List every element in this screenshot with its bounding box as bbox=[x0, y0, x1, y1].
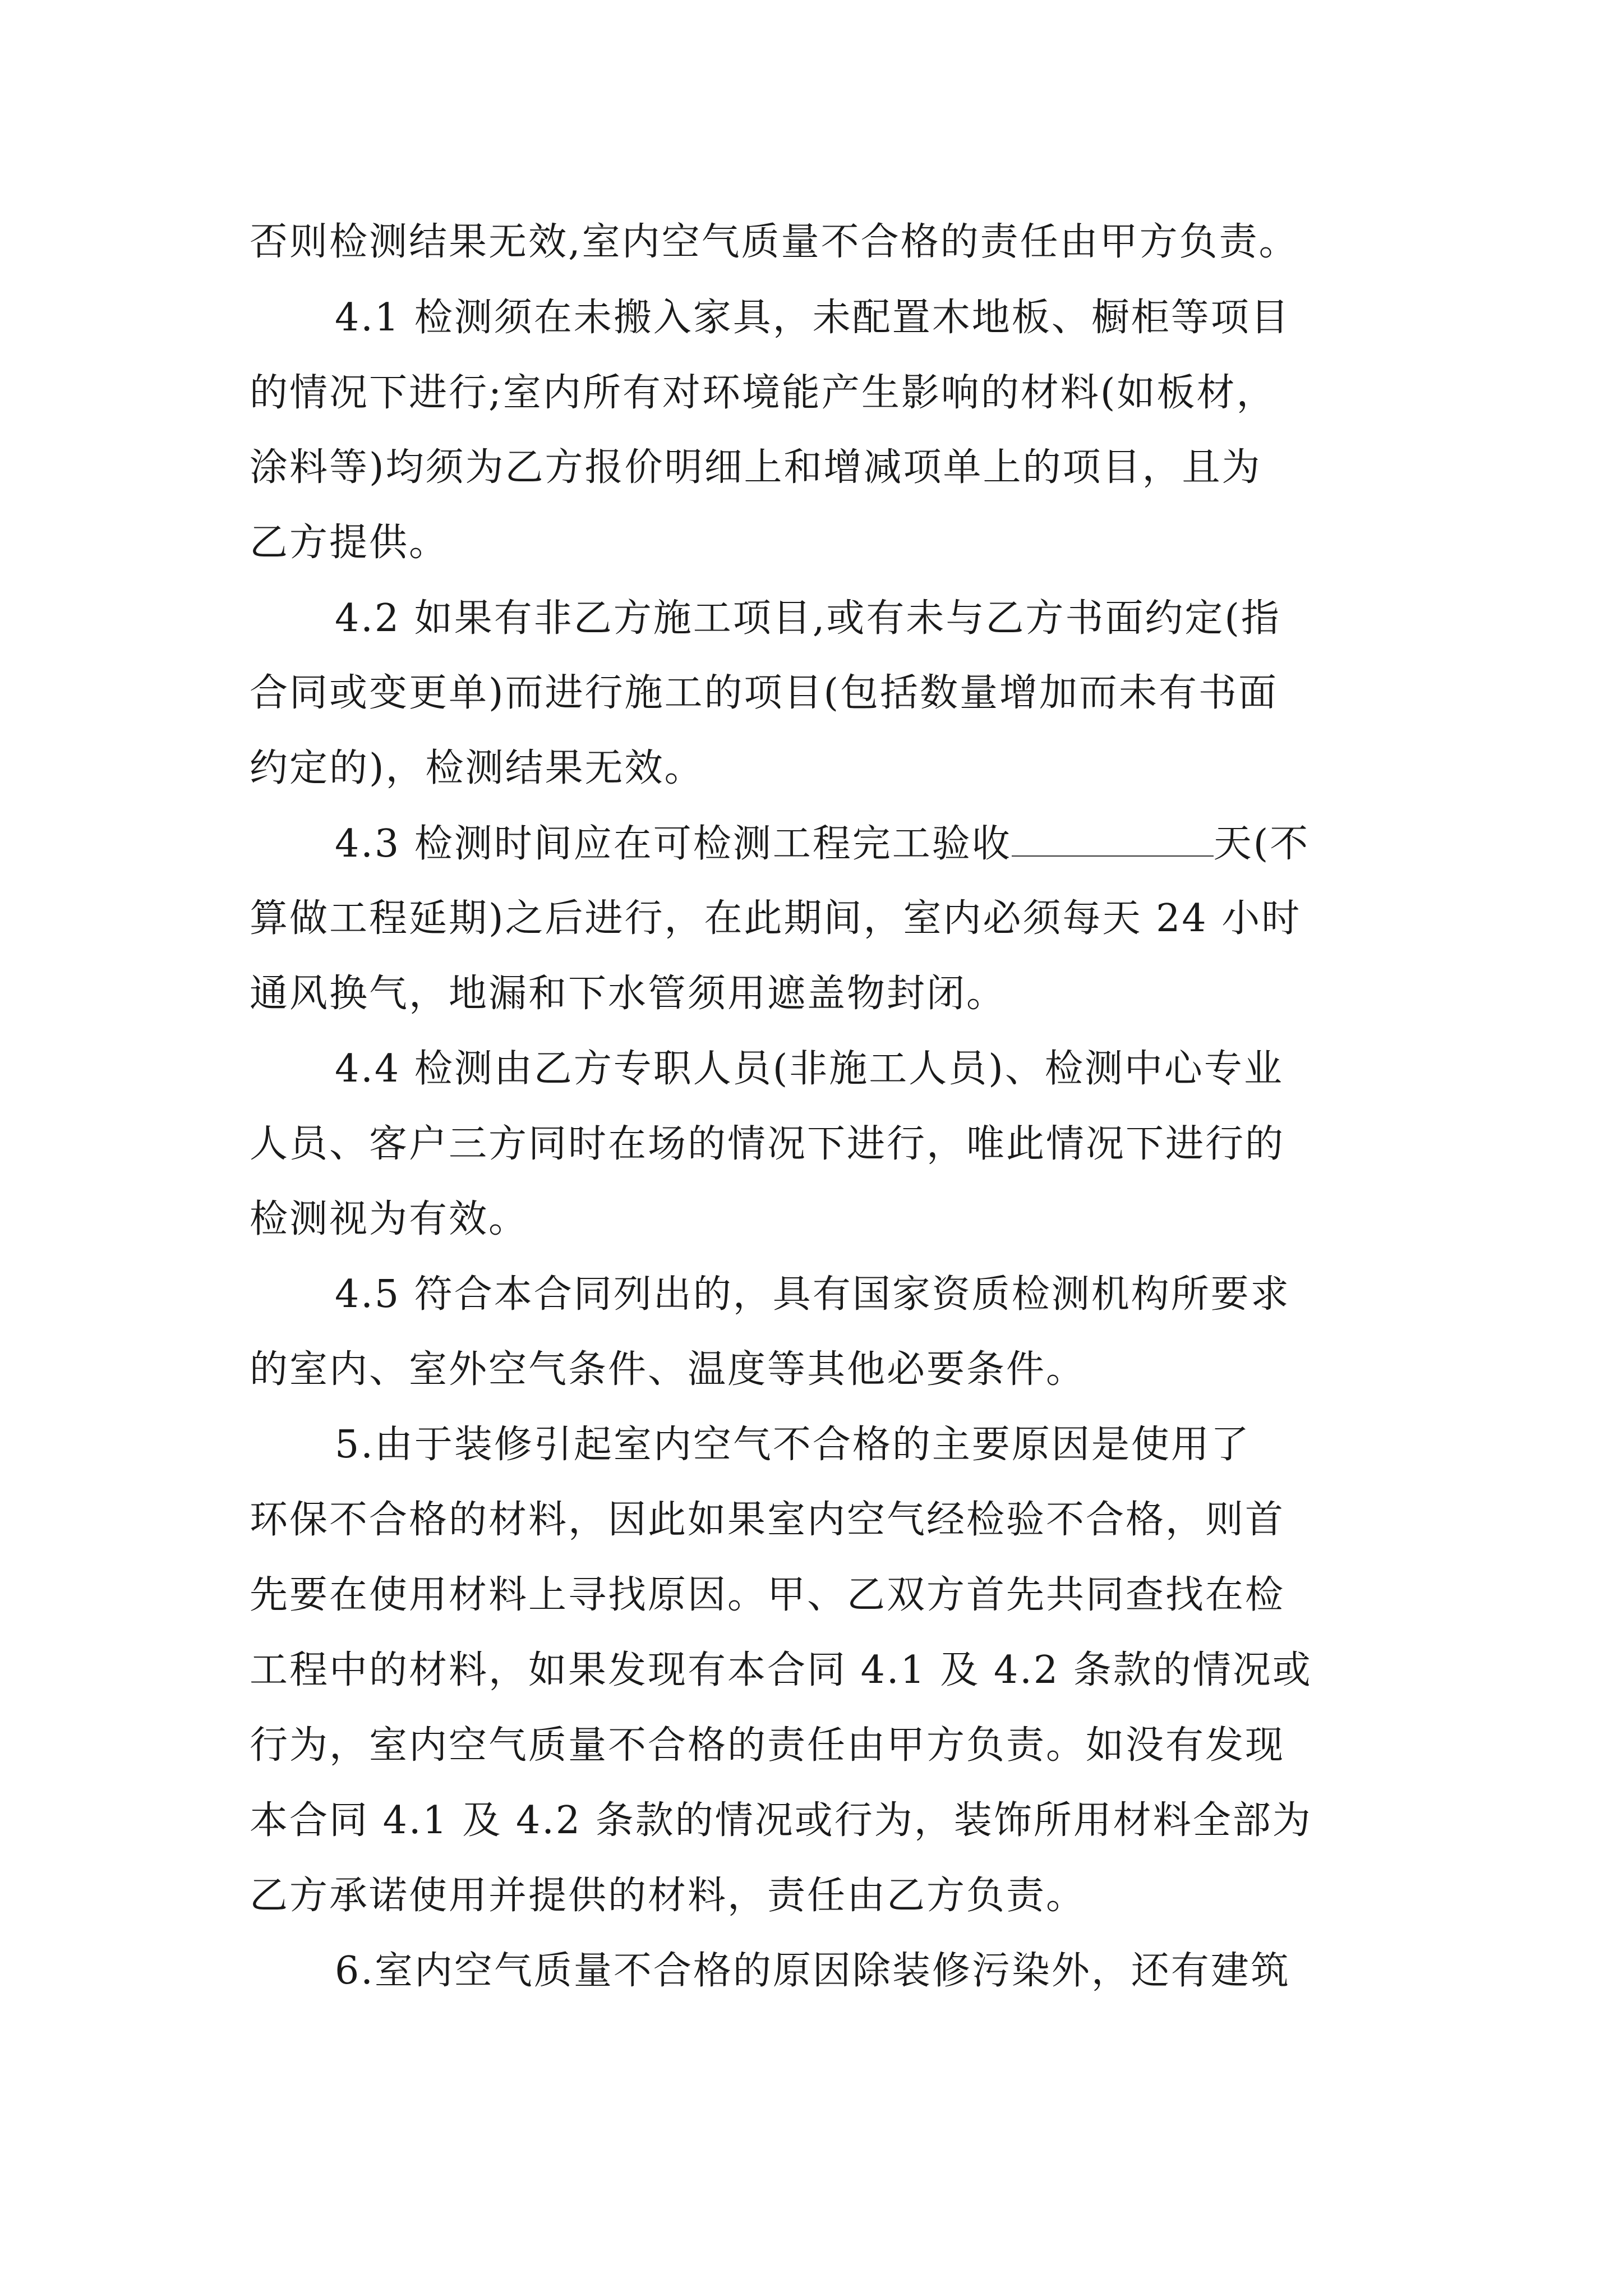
paragraph-5-line-2: 环保不合格的材料，因此如果室内空气经检验不合格，则首 bbox=[250, 1498, 1285, 1542]
paragraph-4-2-line-2: 合同或变更单)而进行施工的项目(包括数量增加而未有书面 bbox=[250, 671, 1279, 715]
paragraph-4-4-line-1: 4.4 检测由乙方专职人员(非施工人员)、检测中心专业 bbox=[335, 1047, 1284, 1091]
paragraph-5-line-6: 本合同 4.1 及 4.2 条款的情况或行为，装饰所用材料全部为 bbox=[250, 1798, 1312, 1843]
paragraph-4-2-line-3: 约定的)，检测结果无效。 bbox=[250, 746, 704, 790]
fill-in-blank-days[interactable] bbox=[1012, 822, 1214, 857]
paragraph-6-line-1: 6.室内空气质量不合格的原因除装修污染外，还有建筑 bbox=[335, 1949, 1290, 1993]
paragraph-4-1-line-4: 乙方提供。 bbox=[250, 521, 449, 565]
paragraph-4-3-line-3: 通风换气，地漏和下水管须用遮盖物封闭。 bbox=[250, 972, 1007, 1016]
paragraph-4-1-line-3: 涂料等)均须为乙方报价明细上和增减项单上的项目，且为 bbox=[250, 445, 1262, 490]
paragraph-5-line-5: 行为，室内空气质量不合格的责任由甲方负责。如没有发现 bbox=[250, 1723, 1285, 1768]
paragraph-4-1-line-2: 的情况下进行;室内所有对环境能产生影响的材料(如板材， bbox=[250, 371, 1276, 415]
paragraph-4-2-line-1: 4.2 如果有非乙方施工项目,或有未与乙方书面约定(指 bbox=[335, 596, 1281, 641]
paragraph-4-3-text-before-blank: 4.3 检测时间应在可检测工程完工验收 bbox=[335, 822, 1012, 866]
paragraph-5-line-4: 工程中的材料，如果发现有本合同 4.1 及 4.2 条款的情况或 bbox=[250, 1648, 1312, 1692]
paragraph-line: 否则检测结果无效,室内空气质量不合格的责任由甲方负责。 bbox=[250, 220, 1299, 264]
paragraph-5-line-1: 5.由于装修引起室内空气不合格的主要原因是使用了 bbox=[335, 1423, 1251, 1467]
paragraph-4-3-text-after-blank: 天(不 bbox=[1213, 822, 1310, 866]
paragraph-4-3-line-2: 算做工程延期)之后进行，在此期间，室内必须每天 24 小时 bbox=[250, 896, 1302, 941]
paragraph-4-3-line-1 bbox=[335, 822, 1310, 867]
paragraph-5-line-3: 先要在使用材料上寻找原因。甲、乙双方首先共同查找在检 bbox=[250, 1573, 1285, 1617]
paragraph-4-4-line-3: 检测视为有效。 bbox=[250, 1197, 529, 1241]
paragraph-5-line-7: 乙方承诺使用并提供的材料，责任由乙方负责。 bbox=[250, 1874, 1086, 1918]
paragraph-4-5-line-1: 4.5 符合本合同列出的，具有国家资质检测机构所要求 bbox=[335, 1272, 1290, 1317]
paragraph-4-4-line-2: 人员、客户三方同时在场的情况下进行，唯此情况下进行的 bbox=[250, 1122, 1285, 1166]
paragraph-4-1-line-1: 4.1 检测须在未搬入家具，未配置木地板、橱柜等项目 bbox=[335, 296, 1290, 340]
paragraph-4-5-line-2: 的室内、室外空气条件、温度等其他必要条件。 bbox=[250, 1347, 1086, 1392]
